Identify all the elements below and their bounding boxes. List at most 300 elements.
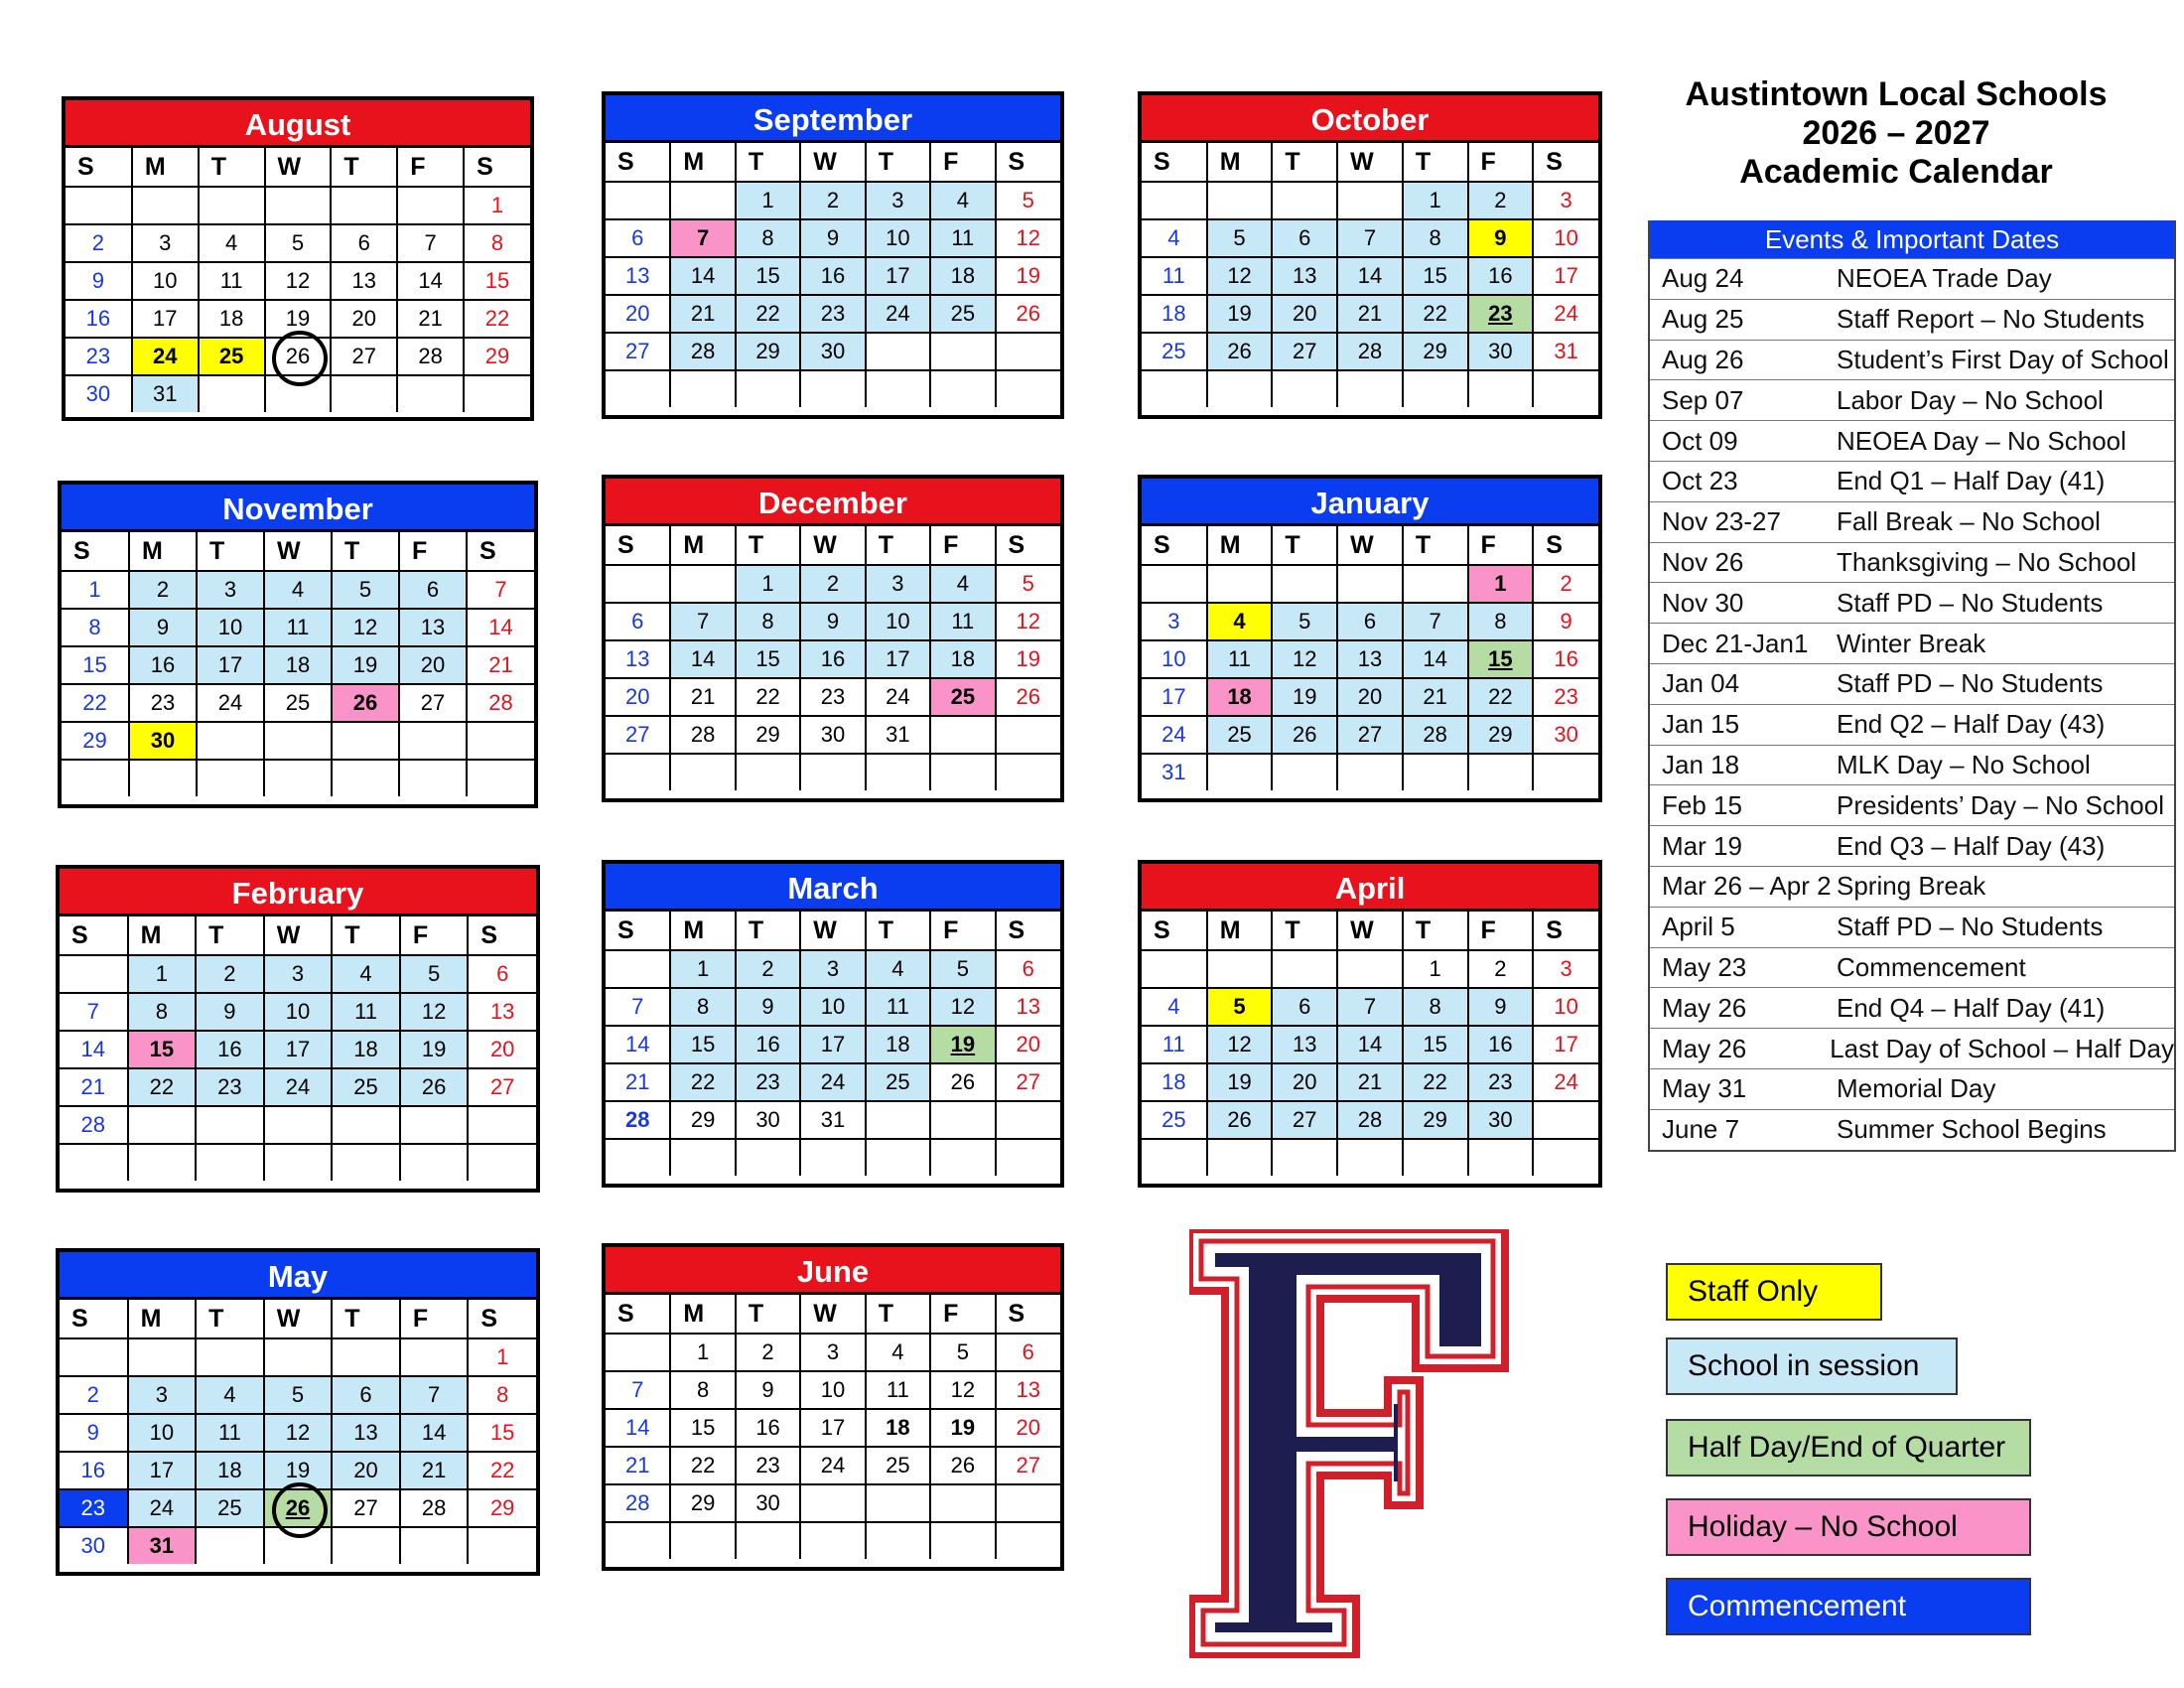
legend-holiday (1666, 1498, 2031, 1556)
empty-day-cell (996, 1522, 1060, 1559)
week-row (1142, 182, 1598, 219)
event-row (1650, 704, 2174, 745)
day-cell: 23 (196, 1068, 264, 1106)
day-cell: 14 (1403, 640, 1468, 678)
week-row (1142, 950, 1598, 988)
day-cell: 30 (1468, 1101, 1534, 1139)
event-description: Fall Break – No School (1837, 506, 2101, 537)
empty-day-cell (606, 1522, 670, 1559)
day-cell: 21 (606, 1447, 670, 1484)
weekday-header: T (866, 526, 930, 565)
day-cell: 4 (1207, 603, 1273, 640)
month-name: September (606, 95, 1060, 143)
weekday-header: F (930, 526, 995, 565)
month-name: October (1142, 95, 1598, 143)
event-row (1650, 379, 2174, 420)
day-cell: 12 (1272, 640, 1337, 678)
day-cell: 31 (800, 1101, 865, 1139)
empty-day-cell (1142, 950, 1207, 988)
day-cell: 20 (996, 1409, 1060, 1447)
day-cell: 24 (1142, 716, 1207, 754)
weekday-header: F (397, 148, 464, 187)
day-cell: 16 (129, 646, 197, 684)
weekday-header: T (1403, 526, 1468, 565)
empty-day-cell (264, 760, 332, 796)
day-cell: 27 (399, 684, 467, 722)
day-cell: 27 (606, 716, 670, 754)
empty-day-cell (1207, 1139, 1273, 1176)
empty-day-cell (606, 1334, 670, 1371)
empty-day-cell (265, 187, 332, 224)
day-cell: 3 (197, 571, 264, 609)
event-description: NEOEA Day – No School (1837, 425, 2126, 456)
day-cell: 28 (467, 684, 534, 722)
day-cell: 14 (670, 640, 735, 678)
weekday-header: T (332, 532, 399, 571)
event-description: Staff Report – No Students (1837, 304, 2145, 335)
weekday-header: S (468, 1300, 536, 1338)
day-cell: 18 (930, 640, 995, 678)
empty-day-cell (1142, 370, 1207, 407)
empty-day-cell (332, 760, 399, 796)
day-cell: 30 (129, 722, 197, 760)
weekday-header: S (606, 1295, 670, 1334)
empty-day-cell (1207, 950, 1273, 988)
day-cell: 29 (736, 333, 800, 370)
calendar-month-june (602, 1243, 1064, 1571)
weekday-header: F (1468, 143, 1534, 182)
event-description: End Q2 – Half Day (43) (1837, 709, 2106, 740)
day-cell: 21 (467, 646, 534, 684)
empty-day-cell (1207, 754, 1273, 790)
weekday-header: T (736, 912, 800, 950)
day-cell: 6 (606, 219, 670, 257)
day-cell: 27 (996, 1447, 1060, 1484)
empty-day-cell (996, 754, 1060, 790)
week-row (60, 1144, 536, 1181)
day-cell: 5 (265, 224, 332, 262)
weekday-header: W (800, 143, 865, 182)
empty-day-cell (736, 370, 800, 407)
weekday-header: S (1533, 526, 1598, 565)
empty-day-cell (128, 1144, 197, 1181)
event-description: Labor Day – No School (1837, 384, 2104, 415)
day-cell: 20 (1337, 678, 1403, 716)
event-row (1650, 784, 2174, 825)
week-row (606, 1139, 1060, 1176)
weekday-header: F (1468, 912, 1534, 950)
day-cell: 5 (1207, 988, 1273, 1026)
empty-day-cell (1337, 565, 1403, 603)
week-row (606, 219, 1060, 257)
empty-day-cell (800, 370, 865, 407)
day-cell: 22 (62, 684, 129, 722)
empty-day-cell (60, 955, 128, 993)
weekday-header: S (606, 526, 670, 565)
day-cell: 8 (1468, 603, 1534, 640)
day-cell: 3 (1533, 182, 1598, 219)
empty-day-cell (199, 375, 265, 412)
day-cell: 2 (60, 1376, 128, 1414)
weekday-header: F (400, 916, 469, 955)
day-cell: 18 (1207, 678, 1273, 716)
day-cell: 24 (866, 678, 930, 716)
weekday-header: T (196, 916, 264, 955)
event-date: Aug 26 (1662, 344, 1744, 374)
week-row (606, 950, 1060, 988)
calendar-month-may (56, 1248, 540, 1576)
day-cell: 8 (670, 1371, 735, 1409)
day-cell: 25 (196, 1489, 264, 1527)
weekday-header: T (1272, 912, 1337, 950)
day-cell: 1 (1403, 182, 1468, 219)
day-cell: 9 (800, 219, 865, 257)
day-cell: 10 (1533, 219, 1598, 257)
empty-day-cell (1142, 565, 1207, 603)
day-cell: 27 (331, 338, 397, 375)
empty-day-cell (606, 1139, 670, 1176)
day-cell: 17 (866, 640, 930, 678)
week-row (606, 1484, 1060, 1522)
weekday-header: M (1207, 526, 1273, 565)
event-description: Commencement (1837, 951, 2026, 982)
event-row (1650, 420, 2174, 461)
empty-day-cell (399, 722, 467, 760)
event-date: June 7 (1662, 1114, 1740, 1145)
empty-day-cell (1337, 182, 1403, 219)
week-row (606, 603, 1060, 640)
day-cell: 22 (128, 1068, 197, 1106)
day-cell: 26 (1207, 333, 1273, 370)
weekday-header: T (866, 912, 930, 950)
day-cell: 3 (132, 224, 199, 262)
day-cell: 27 (1272, 1101, 1337, 1139)
day-cell: 8 (1403, 988, 1468, 1026)
day-cell: 21 (670, 295, 735, 333)
day-cell: 23 (1468, 295, 1534, 333)
weekday-header: S (996, 1295, 1060, 1334)
day-cell: 15 (1403, 1026, 1468, 1063)
event-row (1650, 299, 2174, 340)
day-cell: 21 (1403, 678, 1468, 716)
day-cell: 1 (1403, 950, 1468, 988)
empty-day-cell (996, 333, 1060, 370)
day-cell: 28 (1337, 333, 1403, 370)
weekday-header: M (129, 532, 197, 571)
empty-day-cell (60, 1144, 128, 1181)
day-cell: 2 (736, 1334, 800, 1371)
empty-day-cell (400, 1338, 469, 1376)
event-date: Aug 25 (1662, 304, 1744, 335)
day-cell: 2 (800, 182, 865, 219)
day-cell: 28 (606, 1101, 670, 1139)
day-cell: 10 (866, 219, 930, 257)
day-cell: 29 (1403, 333, 1468, 370)
event-row (1650, 947, 2174, 988)
day-cell: 20 (1272, 1063, 1337, 1101)
week-row (1142, 603, 1598, 640)
weekday-header: M (132, 148, 199, 187)
empty-day-cell (866, 370, 930, 407)
calendar-month-august (62, 96, 534, 421)
day-cell: 18 (1142, 1063, 1207, 1101)
day-cell: 23 (1468, 1063, 1534, 1101)
day-cell: 10 (132, 262, 199, 300)
weekday-header: M (670, 912, 735, 950)
day-cell: 5 (264, 1376, 333, 1414)
event-row (1650, 1109, 2174, 1150)
day-cell: 10 (1533, 988, 1598, 1026)
weekday-header: T (1272, 143, 1337, 182)
day-cell: 29 (670, 1484, 735, 1522)
day-cell: 12 (332, 609, 399, 646)
day-cell: 27 (1337, 716, 1403, 754)
day-cell: 29 (1403, 1101, 1468, 1139)
weekday-header: S (996, 912, 1060, 950)
day-cell: 14 (400, 1414, 469, 1452)
legend-half-day (1666, 1419, 2031, 1477)
day-cell: 29 (736, 716, 800, 754)
event-description: Presidents’ Day – No School (1837, 789, 2164, 820)
empty-day-cell (397, 375, 464, 412)
empty-day-cell (1207, 370, 1273, 407)
week-row (606, 640, 1060, 678)
weekday-header: T (1403, 912, 1468, 950)
day-cell: 15 (670, 1409, 735, 1447)
day-cell: 20 (606, 295, 670, 333)
empty-day-cell (996, 716, 1060, 754)
week-row (606, 1101, 1060, 1139)
event-date: Feb 15 (1662, 789, 1742, 820)
day-cell: 24 (132, 338, 199, 375)
empty-day-cell (1403, 754, 1468, 790)
day-cell: 27 (1272, 333, 1337, 370)
day-cell: 13 (996, 988, 1060, 1026)
day-cell: 18 (1142, 295, 1207, 333)
week-row (1142, 640, 1598, 678)
day-cell: 24 (866, 295, 930, 333)
empty-day-cell (62, 760, 129, 796)
day-cell: 31 (866, 716, 930, 754)
legend-commencement-label: Commencement (1688, 1590, 1907, 1622)
day-cell: 12 (400, 993, 469, 1031)
day-cell: 13 (332, 1414, 400, 1452)
weekday-header: F (400, 1300, 469, 1338)
empty-day-cell (606, 754, 670, 790)
day-cell: 8 (468, 1376, 536, 1414)
empty-day-cell (331, 375, 397, 412)
day-cell: 8 (670, 988, 735, 1026)
day-cell: 19 (1272, 678, 1337, 716)
empty-day-cell (996, 370, 1060, 407)
day-cell: 24 (128, 1489, 197, 1527)
day-cell: 27 (996, 1063, 1060, 1101)
empty-day-cell (468, 1527, 536, 1564)
day-cell: 11 (866, 988, 930, 1026)
day-cell: 19 (264, 1452, 333, 1489)
event-description: End Q3 – Half Day (43) (1837, 830, 2106, 861)
weekday-header: T (199, 148, 265, 187)
empty-day-cell (606, 950, 670, 988)
day-cell: 3 (800, 950, 865, 988)
empty-day-cell (866, 1139, 930, 1176)
day-cell: 9 (736, 988, 800, 1026)
weekday-header: T (197, 532, 264, 571)
weekday-header: T (1272, 526, 1337, 565)
week-row (606, 257, 1060, 295)
day-cell: 10 (800, 988, 865, 1026)
day-cell: 29 (62, 722, 129, 760)
day-cell: 11 (930, 219, 995, 257)
legend-commencement (1666, 1578, 2031, 1635)
legend-holiday-label: Holiday – No School (1688, 1510, 1958, 1543)
logo-f-letter (1215, 1253, 1481, 1632)
event-date: Sep 07 (1662, 384, 1744, 415)
day-cell: 28 (60, 1106, 128, 1144)
day-cell: 18 (196, 1452, 264, 1489)
day-cell: 12 (930, 988, 995, 1026)
day-cell: 26 (265, 338, 332, 375)
empty-day-cell (606, 565, 670, 603)
day-cell: 17 (128, 1452, 197, 1489)
empty-day-cell (670, 754, 735, 790)
month-grid (606, 1295, 1060, 1559)
event-row (1650, 663, 2174, 704)
day-cell: 2 (66, 224, 132, 262)
day-cell: 7 (606, 988, 670, 1026)
day-cell: 19 (930, 1026, 995, 1063)
day-cell: 13 (1272, 1026, 1337, 1063)
day-cell: 19 (996, 640, 1060, 678)
day-cell: 20 (331, 300, 397, 338)
weekday-header: S (60, 916, 128, 955)
week-row (60, 1106, 536, 1144)
month-grid (60, 1300, 536, 1564)
weekday-header: T (736, 1295, 800, 1334)
legend-staff-only-label: Staff Only (1688, 1275, 1819, 1308)
event-description: Memorial Day (1837, 1073, 1996, 1104)
weekday-header: S (1142, 912, 1207, 950)
empty-day-cell (1142, 1139, 1207, 1176)
month-grid (1142, 912, 1598, 1176)
day-cell: 28 (400, 1489, 469, 1527)
weekday-header: F (399, 532, 467, 571)
empty-day-cell (996, 1101, 1060, 1139)
event-date: Jan 18 (1662, 749, 1740, 779)
week-row (606, 333, 1060, 370)
weekday-header: S (1533, 143, 1598, 182)
empty-day-cell (1272, 1139, 1337, 1176)
empty-day-cell (129, 760, 197, 796)
empty-day-cell (1533, 1139, 1598, 1176)
day-cell: 3 (1142, 603, 1207, 640)
school-f-logo (1189, 1229, 1509, 1658)
day-cell: 15 (736, 257, 800, 295)
event-date: Nov 26 (1662, 546, 1744, 577)
page-title (1648, 75, 2144, 192)
day-cell: 7 (1337, 988, 1403, 1026)
empty-day-cell (1533, 370, 1598, 407)
day-cell: 9 (1468, 219, 1534, 257)
empty-day-cell (196, 1106, 264, 1144)
empty-day-cell (128, 1106, 197, 1144)
day-cell: 9 (60, 1414, 128, 1452)
day-cell: 21 (400, 1452, 469, 1489)
empty-day-cell (66, 187, 132, 224)
day-cell: 3 (866, 565, 930, 603)
event-description: NEOEA Trade Day (1837, 263, 2052, 294)
day-cell: 14 (467, 609, 534, 646)
day-cell: 3 (800, 1334, 865, 1371)
weekday-header-row (606, 526, 1060, 565)
week-row (1142, 716, 1598, 754)
day-cell: 5 (400, 955, 469, 993)
day-cell: 21 (397, 300, 464, 338)
day-cell: 14 (60, 1031, 128, 1068)
event-description: Last Day of School – Half Day (1830, 1033, 2174, 1063)
week-row (60, 1338, 536, 1376)
empty-day-cell (1468, 370, 1534, 407)
empty-day-cell (1337, 950, 1403, 988)
day-cell: 28 (606, 1484, 670, 1522)
empty-day-cell (60, 1338, 128, 1376)
day-cell: 24 (800, 1063, 865, 1101)
week-row (606, 1026, 1060, 1063)
day-cell: 11 (199, 262, 265, 300)
event-date: Nov 23-27 (1662, 506, 1781, 537)
weekday-header: S (1142, 143, 1207, 182)
weekday-header: S (464, 148, 530, 187)
day-cell: 2 (736, 950, 800, 988)
day-cell: 12 (264, 1414, 333, 1452)
day-cell: 27 (332, 1489, 400, 1527)
empty-day-cell (467, 722, 534, 760)
weekday-header-row (66, 148, 530, 187)
day-cell: 7 (670, 219, 735, 257)
day-cell: 2 (800, 565, 865, 603)
day-cell: 23 (1533, 678, 1598, 716)
week-row (60, 1489, 536, 1527)
empty-day-cell (196, 1144, 264, 1181)
empty-day-cell (930, 370, 995, 407)
event-row (1650, 907, 2174, 947)
event-description: Staff PD – No Students (1837, 912, 2104, 942)
month-grid (60, 916, 536, 1181)
empty-day-cell (332, 722, 399, 760)
empty-day-cell (400, 1144, 469, 1181)
day-cell: 26 (930, 1063, 995, 1101)
legend-half-day-label: Half Day/End of Quarter (1688, 1431, 2006, 1464)
event-description: Staff PD – No Students (1837, 587, 2104, 618)
month-name: May (60, 1252, 536, 1300)
month-grid (66, 148, 530, 412)
day-cell: 20 (332, 1452, 400, 1489)
day-cell: 25 (930, 295, 995, 333)
weekday-header-row (62, 532, 534, 571)
legend-staff-only (1666, 1263, 1882, 1321)
empty-day-cell (1272, 754, 1337, 790)
day-cell: 4 (199, 224, 265, 262)
day-cell: 9 (736, 1371, 800, 1409)
empty-day-cell (800, 1139, 865, 1176)
event-description: End Q1 – Half Day (41) (1837, 466, 2106, 496)
calendar-month-february (56, 865, 540, 1193)
empty-day-cell (800, 1522, 865, 1559)
week-row (1142, 1101, 1598, 1139)
empty-day-cell (606, 370, 670, 407)
month-grid (1142, 143, 1598, 407)
day-cell: 8 (464, 224, 530, 262)
